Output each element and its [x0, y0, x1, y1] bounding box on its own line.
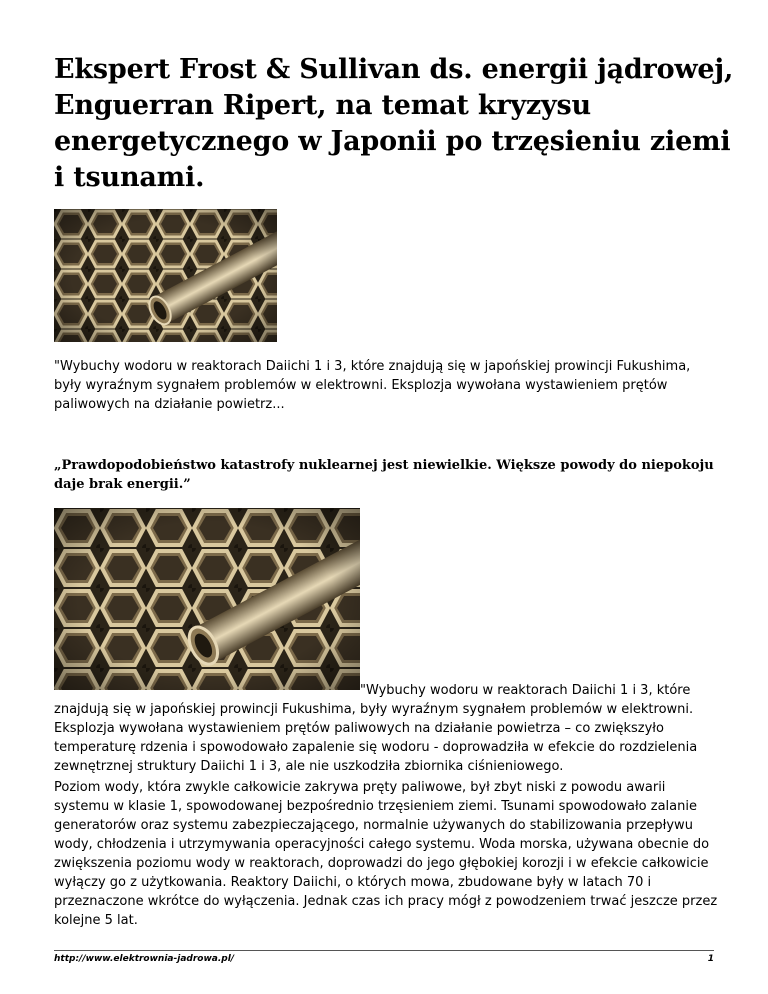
footer-url: http://www.elektrownia-jadrowa.pl/	[54, 954, 235, 964]
reactor-fuel-grid-photo-large	[54, 508, 360, 690]
pull-quote: „Prawdopodobieństwo katastrofy nuklearnej jest niewielkie. Większe powody do niepokoju daje brak energii.”	[54, 458, 714, 492]
page-number: 1	[707, 954, 714, 964]
fuel-grid-illustration	[54, 508, 360, 690]
paragraph-1-first-line: "Wybuchy wodoru w reaktorach Daiichi 1 i 3, które	[360, 683, 691, 698]
article-title: Ekspert Frost & Sullivan ds. energii jądrowej, Enguerran Ripert, na temat kryzysu energetycznego w Japonii po trzęsieniu ziemi i tsunami.	[54, 54, 734, 193]
paragraph-2: Poziom wody, która zwykle całkowicie zakrywa pręty paliwowe, był zbyt niski z powodu awarii systemu w klasie 1, spowodowanej bezpośrednio trzęsieniem ziemi. Tsunami spowodowało zalanie generatorów oraz systemu zabezpieczającego, normalnie używanych do stabilizowania przepływu wody, chłodzenia i utrzymywania operacyjności całego systemu. Woda morska, używana obecnie do zwiększenia poziomu wody w reaktorach, doprowadzi do jego głębokiej korozji i w efekcie całkowicie wyłączy go z użytkowania. Reaktory Daiichi, o których mowa, zbudowane były w latach 70 i przeznaczone wkrótce do wyłączenia. Jednak czas ich pracy mógł z powodzeniem trwać jeszcze przez kolejne 5 lat.	[54, 780, 718, 928]
article-teaser: "Wybuchy wodoru w reaktorach Daiichi 1 i 3, które znajdują się w japońskiej prowincji Fukushima, były wyraźnym sygnałem problemów w elektrowni. Eksplozja wywołana wystawieniem prętów paliwowych na działanie powietrz...	[54, 359, 691, 412]
fuel-grid-illustration	[54, 209, 277, 342]
footer-divider	[54, 950, 714, 951]
reactor-fuel-grid-photo-small	[54, 209, 277, 342]
paragraph-1: znajdują się w japońskiej prowincji Fukushima, były wyraźnym sygnałem problemów w elektrowni. Eksplozja wywołana wystawieniem prętów paliwowych na działanie powietrza – co zwiększyło temperaturę rdzenia i spowodowało zapalenie się wodoru - doprowadziła w efekcie do rozdzielenia zewnętrznej struktury Daiichi 1 i 3, ale nie uszkodziła zbiornika ciśnieniowego.	[54, 702, 698, 774]
